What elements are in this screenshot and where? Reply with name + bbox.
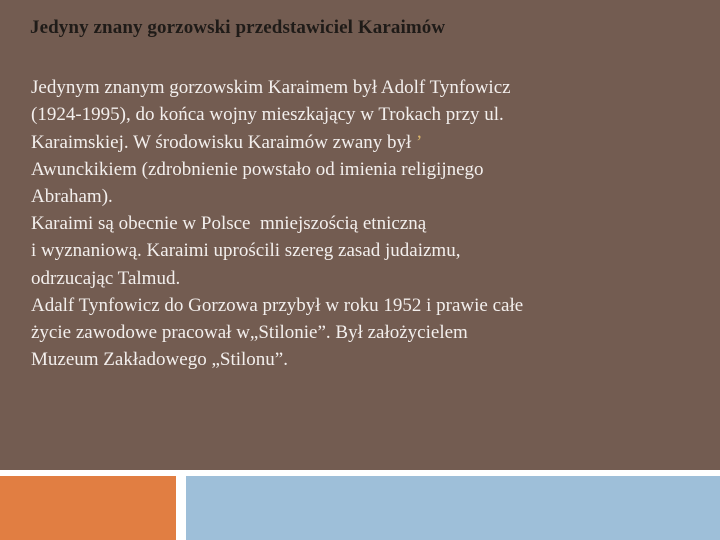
body-line-2: (1924-1995), do końca wojny mieszkający w Trokach przy ul. <box>31 104 504 126</box>
body-line-1: Jedynym znanym gorzowskim Karaimem był Adolf Tynfowicz <box>31 77 511 99</box>
slide-title: Jedyny znany gorzowski przedstawiciel Karaimów <box>30 17 446 38</box>
footer-blue-block <box>186 476 720 540</box>
body-line-3-text: Karaimskiej. W środowisku Karaimów zwany był <box>31 131 412 153</box>
blank-line <box>31 47 681 74</box>
body-line-10: życie zawodowe pracował w„Stilonie”. Był założycielem <box>31 322 468 344</box>
body-line-5: Abraham). <box>31 186 113 207</box>
body-line-6: Karaimi są obecnie w Polsce mniejszością etniczną <box>31 213 427 235</box>
slide-body-text <box>31 47 681 373</box>
body-line-8: odrzucając Talmud. <box>31 267 181 289</box>
footer-orange-block <box>0 476 176 540</box>
body-line-3 <box>31 129 681 156</box>
body-line-7: i wyznaniową. Karaimi uprościli szereg zasad judaizmu, <box>31 240 461 262</box>
body-line-4: Awunckikiem (zdrobnienie powstało od imienia religijnego <box>31 158 484 180</box>
stray-quote-mark: ’ <box>416 131 423 153</box>
body-line-9: Adalf Tynfowicz do Gorzowa przybył w roku 1952 i prawie całe <box>31 294 524 316</box>
body-line-11: Muzeum Zakładowego „Stilonu”. <box>31 349 288 371</box>
